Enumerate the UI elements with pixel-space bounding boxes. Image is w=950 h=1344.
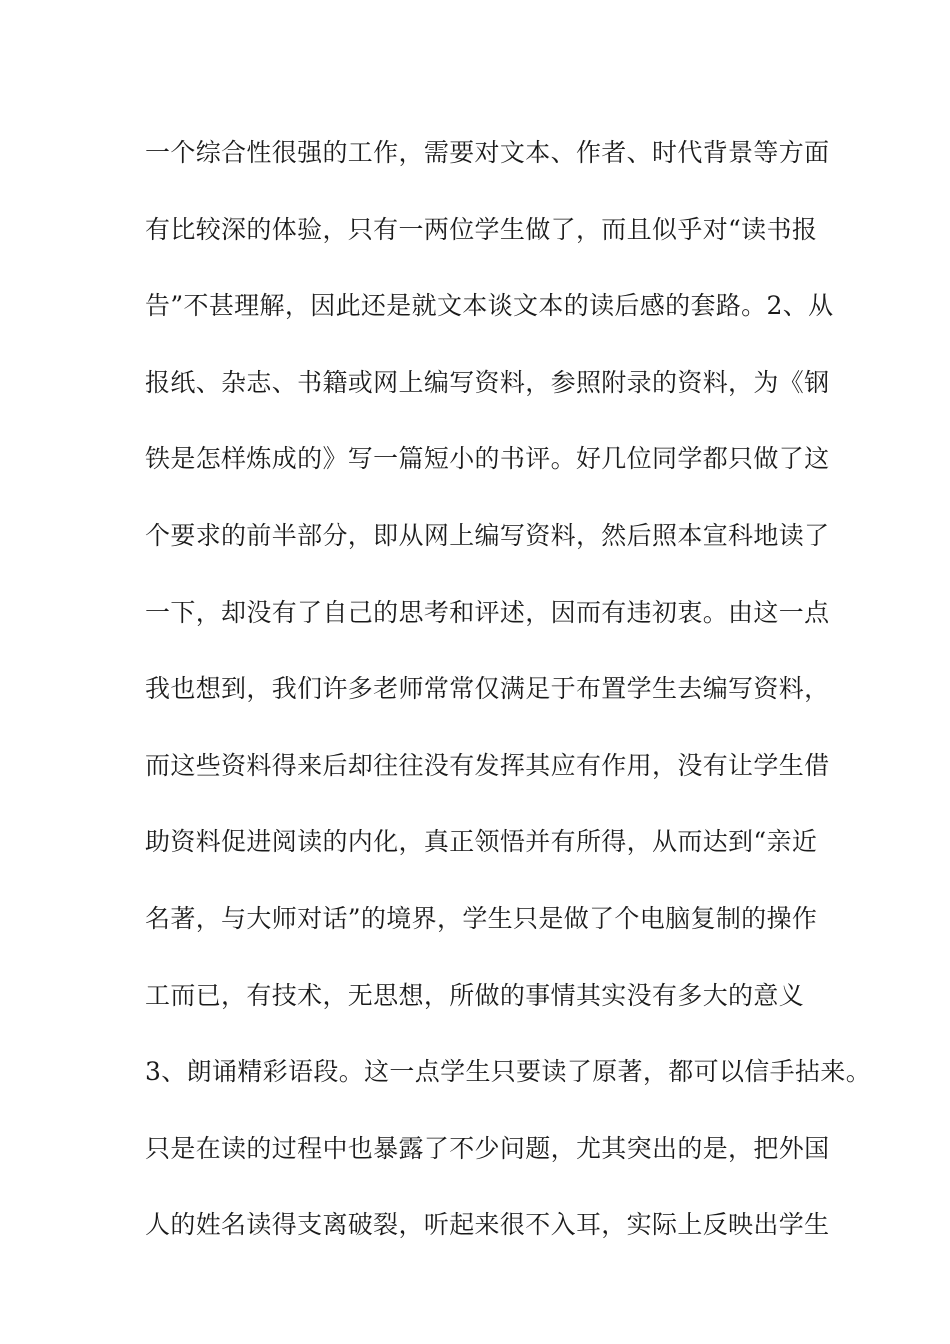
- text-line: 名著，与大师对话”的境界，学生只是做了个电脑复制的操作: [145, 903, 818, 933]
- text-line: 一个综合性很强的工作，需要对文本、作者、时代背景等方面: [145, 138, 830, 167]
- text-line: 有比较深的体验，只有一两位学生做了，而且似乎对“读书报: [145, 214, 818, 244]
- text-line: 报纸、杂志、书籍或网上编写资料，参照附录的资料，为《钢: [145, 367, 830, 397]
- text-line: 助资料促进阅读的内化，真正领悟并有所得，从而达到“亲近: [145, 827, 818, 857]
- text-line: 工而已，有技术，无思想，所做的事情其实没有多大的意义: [145, 980, 805, 1010]
- text-line: 我也想到，我们许多老师常常仅满足于布置学生去编写资料，: [145, 674, 830, 704]
- text-line: 只是在读的过程中也暴露了不少问题，尤其突出的是，把外国: [145, 1133, 830, 1163]
- text-line: 个要求的前半部分，即从网上编写资料，然后照本宣科地读了: [145, 520, 830, 550]
- text-line: 铁是怎样炼成的》写一篇短小的书评。好几位同学都只做了这: [145, 444, 830, 474]
- text-line: 告”不甚理解，因此还是就文本谈文本的读后感的套路。2、从: [145, 291, 834, 321]
- text-line: 人的姓名读得支离破裂，听起来很不入耳，实际上反映出学生: [145, 1210, 830, 1240]
- text-line: 而这些资料得来后却往往没有发挥其应有作用，没有让学生借: [145, 750, 830, 780]
- body-text: [145, 133, 872, 1282]
- text-line: 3、朗诵精彩语段。这一点学生只要读了原著，都可以信手拈来。: [145, 1057, 872, 1087]
- text-line: 一下，却没有了自己的思考和评述，因而有违初衷。由这一点: [145, 597, 830, 627]
